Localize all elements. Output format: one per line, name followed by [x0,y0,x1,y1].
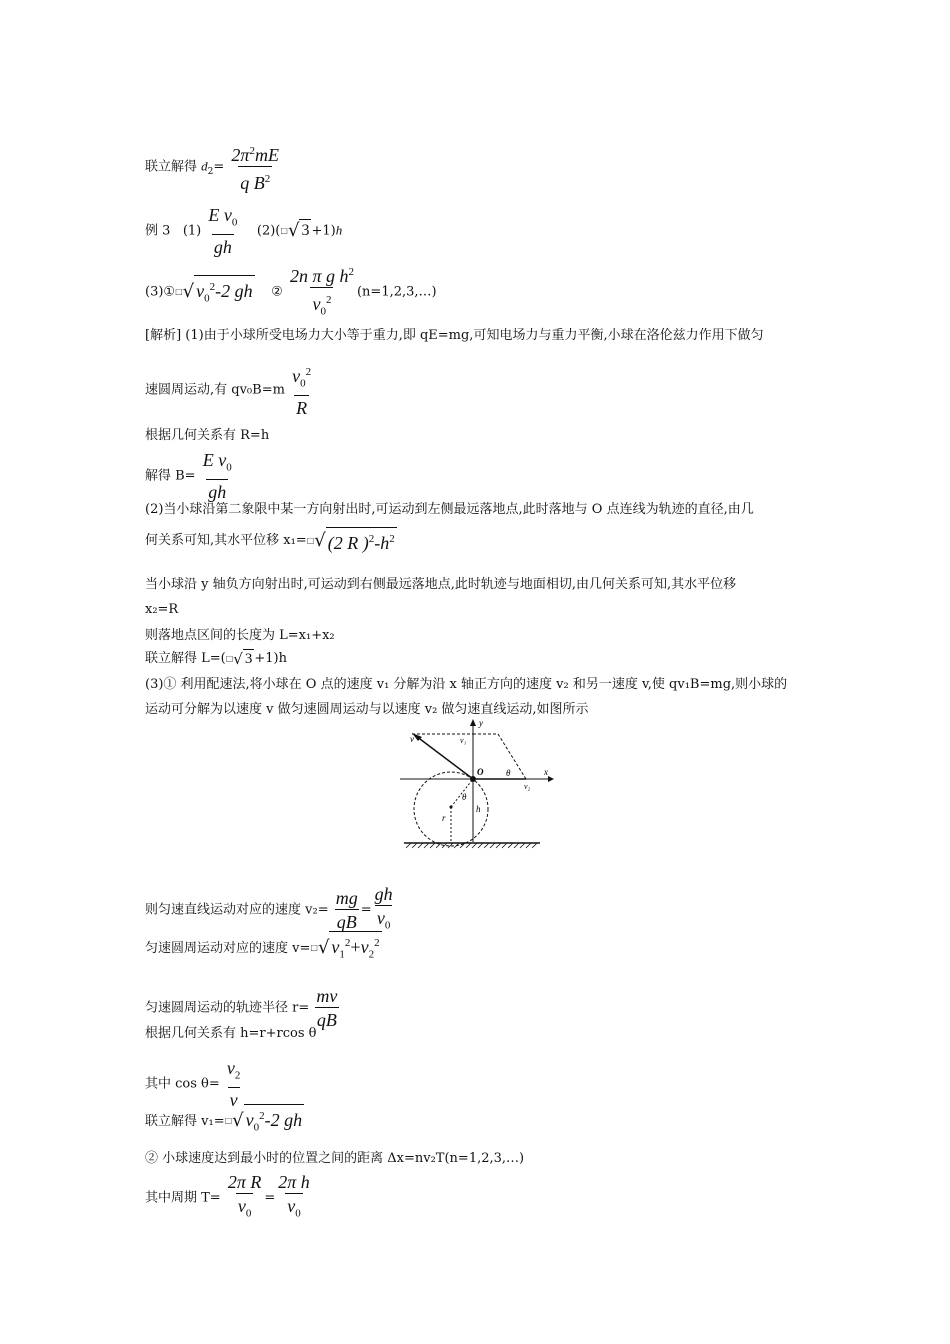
p2-line-5: 则落地点区间的长度为 L=x₁+x₂ [145,628,335,643]
analysis-line-2 [145,362,314,418]
velocity-decomposition-figure [398,718,558,850]
sub: 2 [368,948,375,961]
text: 则匀速直线运动对应的速度 v₂= [145,902,329,918]
sub: 1 [339,948,345,961]
box: □ [280,225,288,235]
solve-B-line [145,450,235,502]
box: □ [224,1116,233,1126]
rad-a: (2 R ) [327,533,369,553]
p3b-line: ② 小球速度达到最小时的位置之间的距离 Δx=nv₂T(n=1,2,3,…) [145,1151,525,1166]
sup: 2 [344,937,351,949]
num-b: mE [254,145,279,165]
label-v2: v₂ [524,782,531,791]
label-x: x [544,767,548,777]
x-arrow [548,776,554,782]
box: □ [306,535,315,545]
fraction [226,1172,264,1224]
analysis-line-1: [解析] (1)由于小球所受电场力大小等于重力,即 qE=mg,可知电场力与重力平衡,小球在洛伦兹力作用下做匀 [145,328,764,343]
sub: 2 [207,167,214,178]
num: E v [202,450,227,470]
label-v: v [410,734,414,744]
var: d [201,158,208,174]
den: v [312,294,321,314]
fraction [290,362,313,418]
rad-b: -2 gh [264,1110,303,1130]
fraction [314,986,339,1030]
sup: 2 [374,937,380,949]
p2-line-3: 当小球沿 y 轴负方向射出时,可运动到右侧最远落地点,此时轨迹与地面相切,由几何关系可知,其水平位移 [145,577,737,592]
radical: □ √ 3 [225,649,253,668]
num: v [292,366,301,386]
fraction [288,262,356,322]
label-theta-top: θ [506,768,511,778]
den: gh [212,234,234,257]
text: 匀速圆周运动的轨迹半径 r= [145,1000,310,1016]
label-h: h [476,804,481,814]
ex3-answers-line [145,205,342,257]
text: 联立解得 [145,159,202,175]
radical: □ √ $v_0^2-2$ gh [175,275,255,310]
p2-line-4: x₂=R [145,602,179,617]
T-line [145,1172,313,1224]
label-theta-bottom: θ [462,792,467,802]
text: 其中 cos θ= [145,1076,220,1092]
label-v1: v₁ [460,736,467,745]
text: 其中周期 T= [145,1190,221,1206]
fraction [201,450,234,502]
sup: 2 [368,533,375,545]
tail: (n=1,2,3,…) [356,284,437,300]
cos-line [145,1058,243,1110]
label-O: O [477,767,484,777]
sub: 0 [295,1207,301,1220]
text: 何关系可知,其水平位移 x₁= [145,533,307,548]
fraction [225,1058,243,1110]
fraction [373,884,395,936]
text: 联立解得 L=( [145,651,226,666]
sup: 2 [209,280,216,293]
rad-b: v [360,937,369,957]
text: 解得 B= [145,468,196,484]
rad-b: -h [374,533,390,553]
text: 匀速圆周运动对应的速度 v= [145,940,311,956]
sup: 2 [348,266,354,278]
geom-line-2: 根据几何关系有 h=r+rcos θ [145,1026,317,1041]
eq: = [213,159,225,175]
den: v [376,908,385,928]
radicand: 3 [244,651,253,667]
part3b: ② [271,284,283,300]
label-r: r [442,813,446,823]
rad-b: -2 gh [215,280,253,301]
sub: 0 [384,919,391,932]
v1-line [145,1104,304,1139]
example-label: 例 3 [145,223,171,239]
radical: □ √ 3 [280,219,310,241]
fraction [276,1172,312,1224]
rad-a: v [196,280,205,301]
part1: (1) [182,223,202,239]
ex3-part3-line [145,262,437,322]
sub: 0 [300,377,306,390]
den: v [237,1196,246,1216]
box: □ [175,286,183,296]
num: mg [335,887,358,908]
sub: 0 [320,305,326,318]
rad-a: v [331,937,340,957]
num: v [226,1058,235,1078]
sup: 2 [259,1110,265,1122]
radical: □ √ (2 R )$^2-h^2$ [307,527,397,554]
p2-line-2 [145,527,397,554]
den: v [228,1087,240,1110]
p2-line-6 [145,649,287,668]
r-line [145,986,340,1030]
radicand: 3 [299,219,311,242]
sup: 2 [389,533,395,545]
den: v [287,1196,296,1216]
sup: 2 [264,173,271,185]
sub: 2 [234,1069,241,1082]
text: 速圆周运动,有 qv₀B=m [145,382,285,398]
dash-diag [498,734,526,779]
num: 2π [231,145,250,165]
label-y: y [479,718,483,728]
fraction [206,205,239,257]
sup: 2 [305,366,312,378]
p3-line-1: (3)① 利用配速法,将小球在 O 点的速度 v₁ 分解为沿 x 轴正方向的速度 v₂ 和另一速度 v,使 qv₁B=mg,则小球的 [145,677,788,692]
radical: □ √ $v_1^2+v_2^2$ [310,931,381,966]
radical: □ √ $v_0^2-2$ gh [225,1104,305,1139]
num: 2π h [278,1172,310,1192]
den: qB [315,1007,339,1030]
tail: +1) [311,223,336,239]
num: mv [316,986,338,1006]
part3: (3)① [145,284,176,300]
v2-line [145,884,396,936]
box: □ [225,653,234,663]
box: □ [310,943,318,953]
den: R [294,395,309,418]
fraction [334,888,360,932]
sup: 2 [249,145,255,157]
part2: (2)( [256,223,281,239]
sub: 0 [253,1121,260,1134]
num: 2n π g h [289,266,349,286]
var-h: h [335,222,343,238]
num: 2π R [227,1172,262,1192]
p3-line-2: 运动可分解为以速度 v 做匀速圆周运动与以速度 v₂ 做匀速直线运动,如图所示 [145,702,589,717]
sub: 0 [226,461,232,474]
fraction [229,141,281,193]
sup: 2 [325,294,332,306]
sub: 0 [245,1207,252,1220]
geom-line-1: 根据几何关系有 R=h [145,428,270,443]
p2-line-1: (2)当小球沿第二象限中某一方向射出时,可运动到左侧最远落地点,此时落地与 O 点连线为轨迹的直径,由几 [145,502,754,517]
solve-d2-line [145,141,282,193]
sub: 0 [231,216,238,229]
num: E v [208,205,232,225]
den: gh [206,479,228,502]
num: gh [374,884,393,904]
eq: = [264,1190,276,1206]
eq: = [360,902,372,918]
tail: +1)h [254,651,287,666]
text: 联立解得 v₁= [145,1113,225,1129]
plus: + [350,937,361,957]
den: qB [335,909,359,932]
sub: 0 [204,292,210,305]
rad-a: v [245,1110,254,1130]
y-arrow [470,719,476,726]
v-line [145,931,382,966]
den: q B [240,173,265,193]
